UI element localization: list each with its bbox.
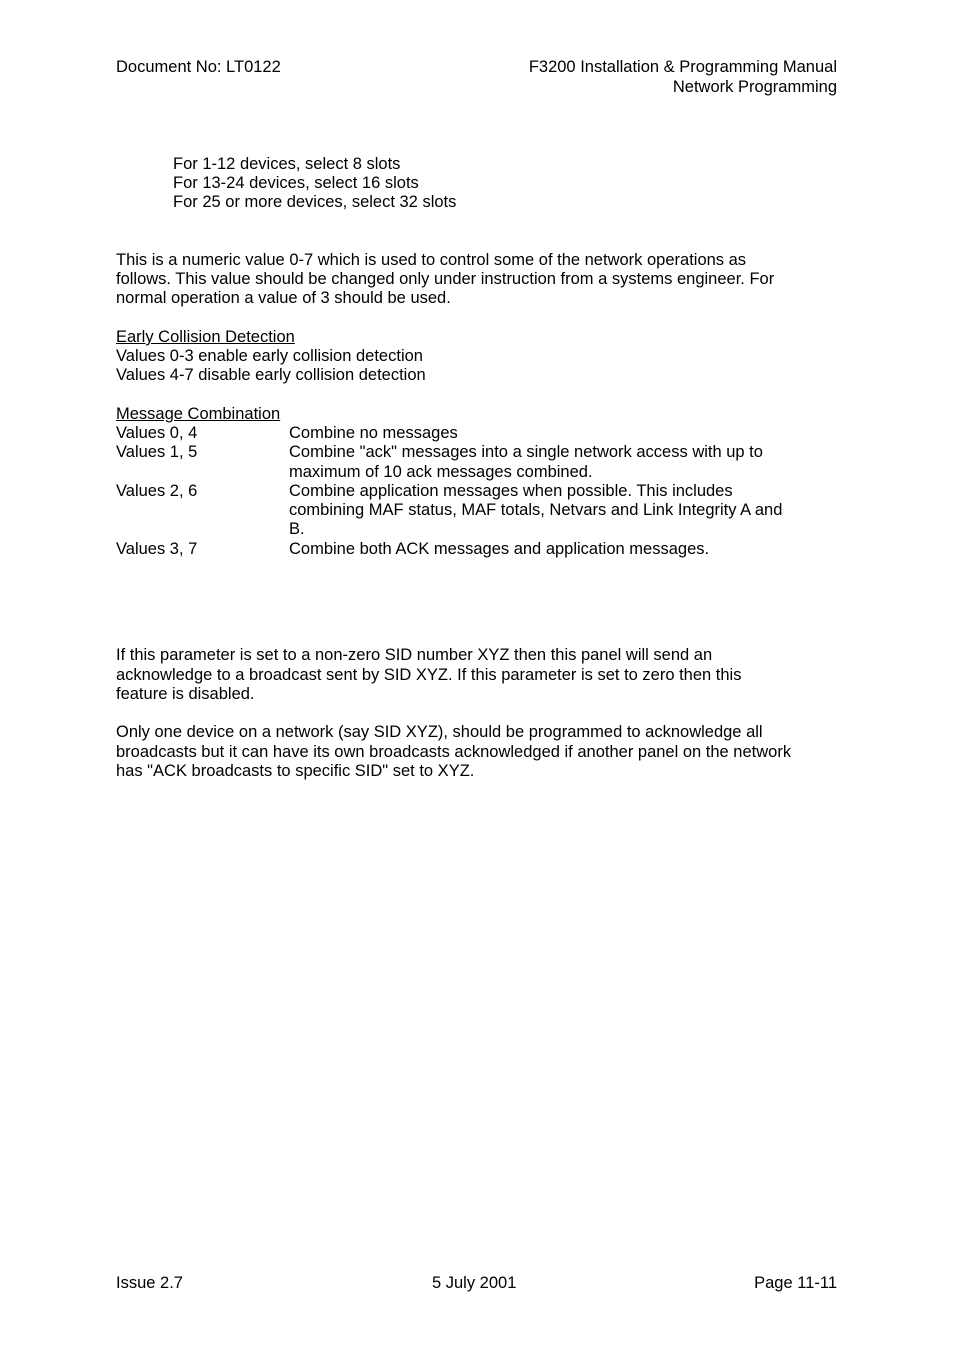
manual-title: F3200 Installation & Programming Manual <box>528 58 837 76</box>
combination-desc: Combine both ACK messages and application messages. <box>289 540 710 558</box>
paragraph-line: broadcasts but it can have its own broadcasts acknowledged if another panel on the network <box>116 743 792 761</box>
paragraph-line: follows. This value should be changed only under instruction from a systems engineer. For <box>116 270 775 288</box>
document-number: Document No: LT0122 <box>116 58 281 76</box>
combination-term: Values 1, 5 <box>116 443 198 461</box>
page-number: Page 11-11 <box>754 1274 837 1292</box>
early-collision-line: Values 4-7 disable early collision detection <box>116 366 426 384</box>
combination-term: Values 2, 6 <box>116 482 198 500</box>
combination-desc: Combine application messages when possible. This includes <box>289 482 733 500</box>
section-title: Network Programming <box>672 78 837 96</box>
combination-desc: B. <box>289 520 305 538</box>
slot-option: For 13-24 devices, select 16 slots <box>173 174 419 192</box>
issue-number: Issue 2.7 <box>116 1274 183 1292</box>
combination-term: Values 3, 7 <box>116 540 198 558</box>
combination-desc: maximum of 10 ack messages combined. <box>289 463 593 481</box>
paragraph-line: feature is disabled. <box>116 685 255 703</box>
combination-term: Values 0, 4 <box>116 424 198 442</box>
combination-desc: combining MAF status, MAF totals, Netvars and Link Integrity A and <box>289 501 783 519</box>
paragraph-line: has "ACK broadcasts to specific SID" set to XYZ. <box>116 762 475 780</box>
slot-option: For 1-12 devices, select 8 slots <box>173 155 401 173</box>
early-collision-line: Values 0-3 enable early collision detection <box>116 347 423 365</box>
paragraph-line: Only one device on a network (say SID XYZ), should be programmed to acknowledge all <box>116 723 763 741</box>
paragraph-line: acknowledge to a broadcast sent by SID XYZ. If this parameter is set to zero then this <box>116 666 742 684</box>
message-combination-heading: Message Combination <box>116 405 281 423</box>
issue-date: 5 July 2001 <box>432 1274 517 1292</box>
early-collision-heading: Early Collision Detection <box>116 328 295 346</box>
paragraph-line: If this parameter is set to a non-zero SID number XYZ then this panel will send an <box>116 646 713 664</box>
paragraph-line: normal operation a value of 3 should be used. <box>116 289 451 307</box>
slot-option: For 25 or more devices, select 32 slots <box>173 193 457 211</box>
paragraph-line: This is a numeric value 0-7 which is used to control some of the network operations as <box>116 251 747 269</box>
combination-desc: Combine "ack" messages into a single network access with up to <box>289 443 763 461</box>
combination-desc: Combine no messages <box>289 424 458 442</box>
